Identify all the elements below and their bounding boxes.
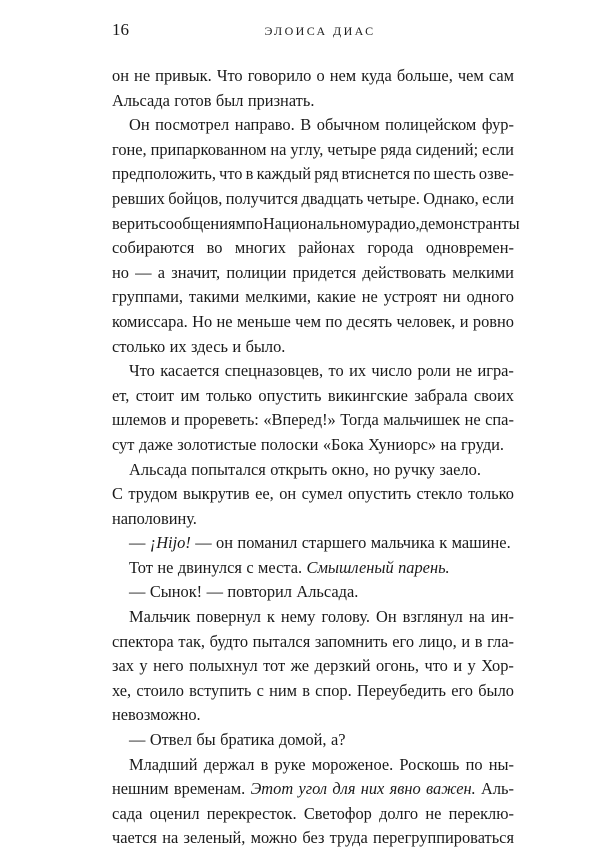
text-line: Младший держал в руке мороженое. Роскошь по ны- [129,754,514,774]
text-line: предположить, что в каждый ряд втиснется по шесть озве- [112,164,514,184]
body-text [112,64,520,851]
text-line: он не привык. Что говорило о нем куда больше, чем сам [112,66,514,85]
text-line: шлемов и прореветь: «Вперед!» Тогда мальчишек не спа- [112,410,514,430]
text-line: ет, стоит им только опустить викингские забрала своих [112,385,514,405]
text-line: Что касается спецназовцев, то их число роли не игра- [129,361,514,381]
running-header: ЭЛОИСА ДИАС [264,24,376,38]
text-line: — Отвел бы братика домой, а? [129,730,346,750]
text-line: спектора так, будто пытался запомнить его лицо, и в гла- [112,631,514,651]
text-line: сут даже золотистые полоски «Бока Хуниорс» на груди. [112,434,505,454]
text-line: Альсада готов был признать. [112,90,315,110]
page-number: 16 [112,20,129,39]
text-line: Альсада попытался открыть окно, но ручку заело. [129,459,481,479]
text-line: гоне, припаркованном на углу, четыре ряда сидений; если [112,139,514,159]
text-line: Мальчик повернул к нему голову. Он взглянул на ин- [129,607,514,627]
text-line: верить сообщениям по Национальному радио, демонстранты [112,213,520,233]
text-line: чается на зеленый, можно без труда перегруппироваться [112,828,514,848]
text-line: — ¡Hijo! — он поманил старшего мальчика к машине. [129,533,511,553]
text-line: сада оценил перекресток. Светофор долго не переклю- [112,803,514,823]
text-line: наполовину. [112,508,197,528]
text-line: ревших бойцов, получится двадцать четыре. Однако, если [112,188,514,208]
text-line: собираются во многих районах города одновремен- [112,238,514,258]
text-line: группами, такими мелкими, какие не устроят ни одного [112,287,514,307]
text-line: нешним временам. Этот угол для них явно важен. Аль- [112,779,514,799]
text-line: столько их здесь и было. [112,336,286,356]
text-line: Он посмотрел направо. В обычном полицейском фур- [129,115,514,135]
text-line: хе, стоило вступить с ним в спор. Переубедить его было [112,680,514,700]
text-line: — Сынок! — повторил Альсада. [129,582,359,602]
text-line: но — а значит, полиции придется действовать мелкими [112,262,514,282]
text-line: невозможно. [112,705,201,725]
text-line: С трудом выкрутив ее, он сумел опустить стекло только [112,484,514,504]
text-line: зах у него полыхнул тот же дерзкий огонь, что и у Хор- [112,656,514,676]
text-line: Тот не двинулся с места. Смышленый парень. [129,557,450,577]
text-line: комиссара. Но не меньше чем по десять человек, и ровно [112,311,514,331]
